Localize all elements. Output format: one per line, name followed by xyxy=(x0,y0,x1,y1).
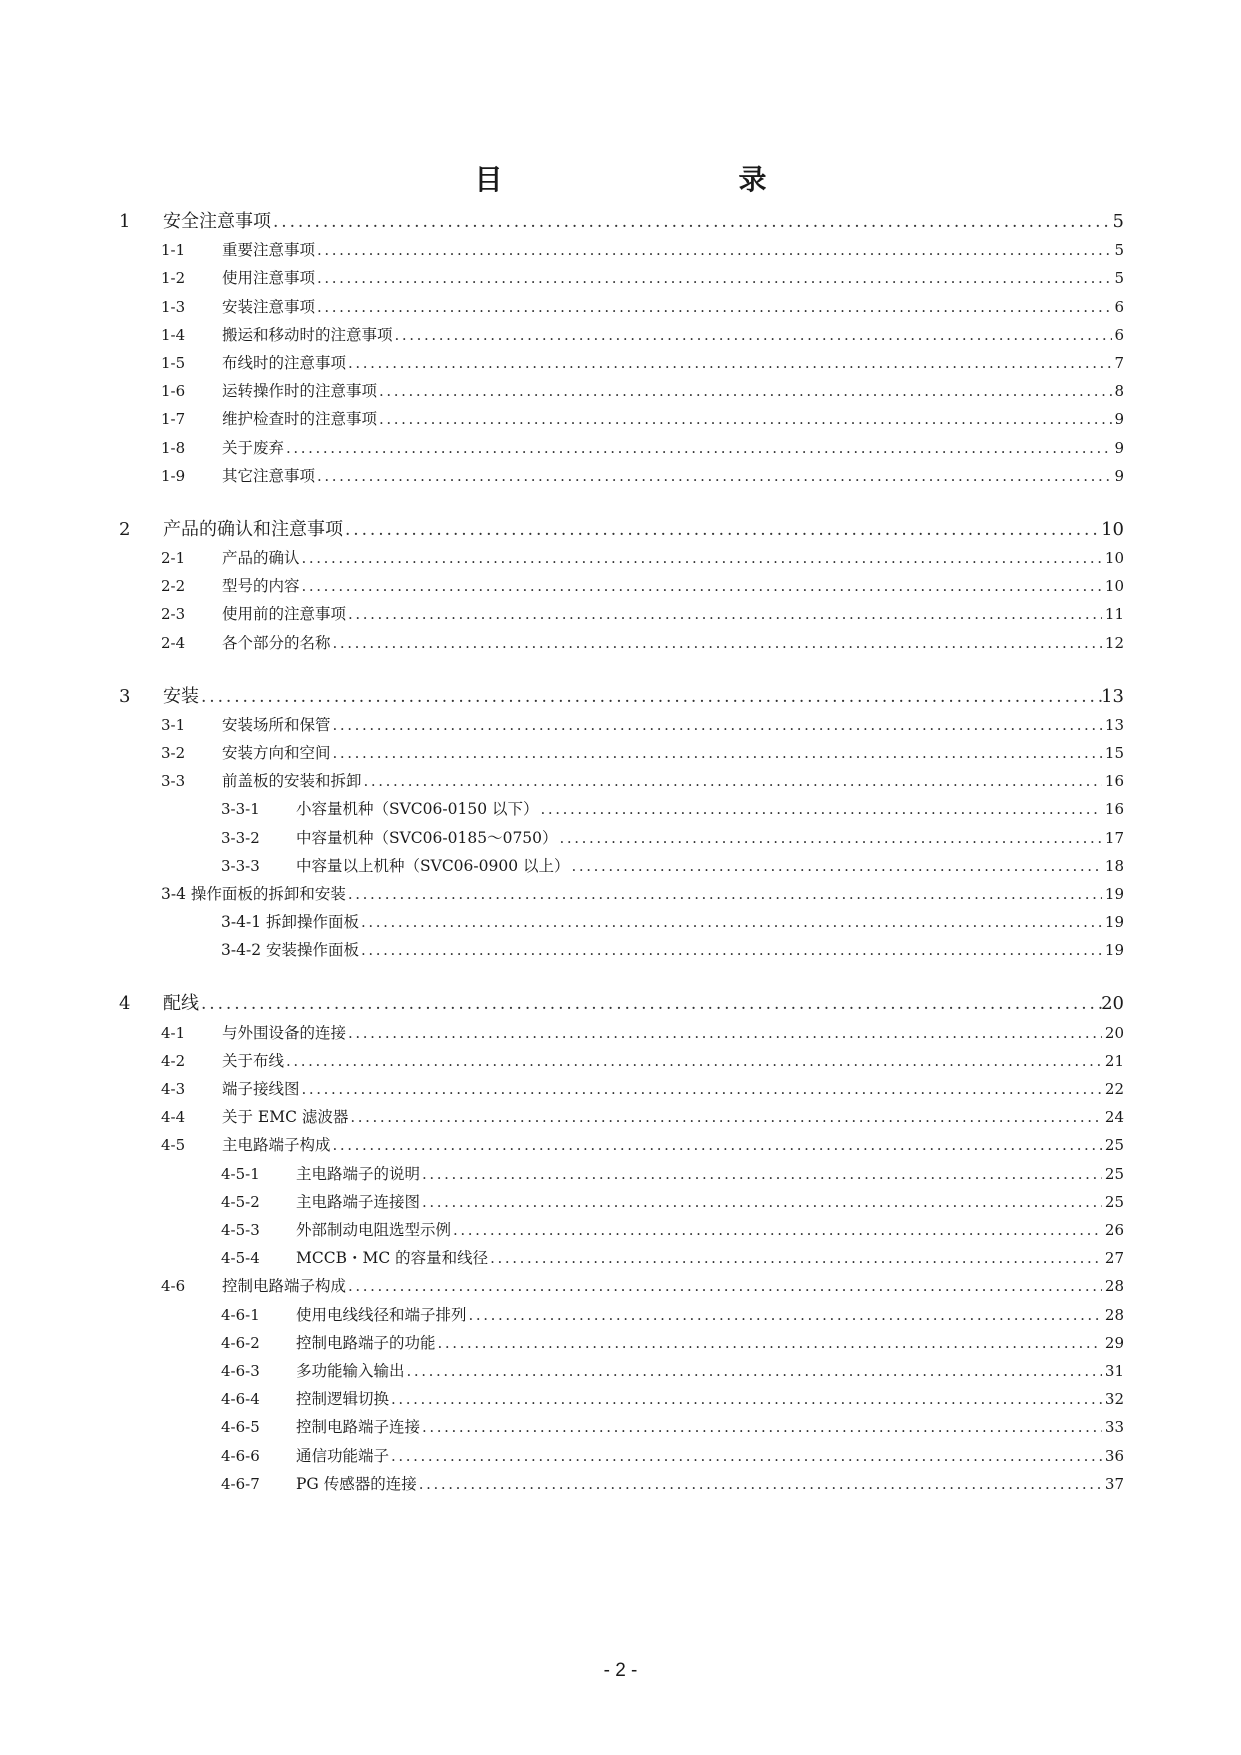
toc-chapter-row[interactable] xyxy=(0,519,1241,541)
toc-dot-leader xyxy=(348,1022,1102,1044)
toc-entry-number: 4-6-5 xyxy=(221,1418,260,1437)
toc-dot-leader xyxy=(273,211,1112,233)
toc-dot-leader xyxy=(348,883,1102,905)
toc-entry-page: 19 xyxy=(1104,913,1124,932)
toc-dot-leader xyxy=(469,1304,1102,1326)
toc-dot-leader xyxy=(302,547,1102,569)
toc-entry-row[interactable] xyxy=(0,1106,1241,1128)
toc-entry-title: 关于 EMC 滤波器 xyxy=(222,1108,349,1127)
toc-entry-number: 3-1 xyxy=(161,715,186,734)
toc-dot-leader xyxy=(286,437,1112,459)
toc-entry-page: 12 xyxy=(1104,633,1124,652)
toc-dot-leader xyxy=(395,324,1112,346)
toc-dot-leader xyxy=(317,239,1112,261)
toc-entry-page: 9 xyxy=(1114,438,1124,457)
toc-entry-page: 5 xyxy=(1112,211,1124,232)
toc-entry-page: 7 xyxy=(1114,354,1124,372)
toc-entry-row[interactable] xyxy=(0,1445,1241,1467)
toc-entry-row[interactable] xyxy=(0,1247,1241,1269)
toc-entry-row[interactable] xyxy=(0,827,1241,849)
page-number: - 2 - xyxy=(603,1660,638,1681)
toc-entry-row[interactable] xyxy=(0,380,1241,402)
toc-dot-leader xyxy=(422,1191,1102,1213)
toc-dot-leader xyxy=(201,993,1102,1015)
toc-entry-title: 关于废弃 xyxy=(222,438,285,457)
toc-dot-leader xyxy=(302,1078,1102,1100)
toc-entry-row[interactable] xyxy=(0,239,1241,261)
toc-dot-leader xyxy=(333,1134,1102,1156)
toc-entry-number: 1 xyxy=(119,211,131,232)
toc-entry-row[interactable] xyxy=(0,267,1241,289)
toc-entry-title: 小容量机种（SVC06-0150 以下） xyxy=(296,800,539,819)
toc-entry-number: 2-3 xyxy=(161,605,186,624)
toc-entry-number: 4-2 xyxy=(161,1051,186,1070)
toc-entry-page: 15 xyxy=(1104,744,1124,762)
toc-entry-row[interactable] xyxy=(0,1078,1241,1100)
toc-entry-number: 1-6 xyxy=(161,382,186,401)
toc-entry-title: 使用电线线径和端子排列 xyxy=(296,1305,467,1324)
toc-entry-page: 10 xyxy=(1104,549,1124,567)
toc-entry-page: 13 xyxy=(1104,715,1124,734)
toc-entry-number: 3-3-1 xyxy=(221,800,260,819)
toc-chapter-row[interactable] xyxy=(0,211,1241,233)
toc-entry-page: 11 xyxy=(1104,605,1124,624)
toc-entry-title: MCCB・MC 的容量和线径 xyxy=(296,1249,489,1268)
toc-entry-page: 19 xyxy=(1104,941,1124,960)
toc-entry-title: 中容量以上机种（SVC06-0900 以上） xyxy=(296,856,570,875)
toc-entry-number: 1-7 xyxy=(161,410,186,429)
toc-entry-page: 33 xyxy=(1104,1418,1124,1437)
toc-entry-number: 2-4 xyxy=(161,633,186,652)
toc-entry-page: 25 xyxy=(1104,1192,1124,1211)
toc-entry-title: 主电路端子构成 xyxy=(222,1136,331,1155)
toc-entry-number: 3-3-2 xyxy=(221,828,260,847)
toc-dot-leader xyxy=(348,603,1102,625)
toc-entry-page: 21 xyxy=(1104,1051,1124,1070)
toc-entry-number: 1-3 xyxy=(161,297,186,316)
toc-entry-row[interactable] xyxy=(0,296,1241,318)
toc-entry-row[interactable] xyxy=(0,575,1241,597)
toc-entry-number: 4-4 xyxy=(161,1108,186,1127)
toc-entry-title: 前盖板的安装和拆卸 xyxy=(222,772,362,791)
toc-entry-number: 1-5 xyxy=(161,354,186,372)
toc-entry-number: 3-3 xyxy=(161,772,186,791)
toc-dot-leader xyxy=(422,1416,1102,1438)
toc-dot-leader xyxy=(317,267,1112,289)
toc-dot-leader xyxy=(560,827,1102,849)
toc-dot-leader xyxy=(364,770,1102,792)
toc-entry-page: 9 xyxy=(1114,466,1124,485)
toc-entry-number: 4-5 xyxy=(161,1136,186,1155)
toc-entry-title: 3-4-2 安装操作面板 xyxy=(221,941,359,960)
toc-entry-page: 19 xyxy=(1104,885,1124,903)
toc-entry-page: 22 xyxy=(1104,1080,1124,1098)
toc-entry-title: 安装方向和空间 xyxy=(222,744,331,762)
toc-entry-page: 5 xyxy=(1114,241,1124,260)
toc-entry-row[interactable] xyxy=(0,1416,1241,1438)
toc-entry-page: 8 xyxy=(1114,382,1124,401)
toc-dot-leader xyxy=(379,380,1112,402)
toc-entry-row[interactable] xyxy=(0,742,1241,764)
toc-entry-row[interactable] xyxy=(0,1134,1241,1156)
toc-entry-number: 3-3-3 xyxy=(221,856,260,875)
toc-entry-title: 使用前的注意事项 xyxy=(222,605,347,624)
toc-chapter-row[interactable] xyxy=(0,993,1241,1015)
toc-entry-title: 布线时的注意事项 xyxy=(222,354,347,372)
toc-dot-leader xyxy=(422,1163,1102,1185)
toc-dot-leader xyxy=(286,1050,1102,1072)
toc-entry-title: 主电路端子的说明 xyxy=(296,1164,421,1183)
toc-entry-page: 6 xyxy=(1114,325,1124,344)
toc-entry-page: 36 xyxy=(1104,1446,1124,1465)
toc-entry-row[interactable] xyxy=(0,465,1241,487)
toc-entry-title: 产品的确认和注意事项 xyxy=(163,518,343,540)
toc-entry-title: 多功能输入输出 xyxy=(296,1362,405,1380)
toc-entry-number: 3 xyxy=(119,685,131,707)
toc-entry-number: 2 xyxy=(119,518,131,540)
toc-entry-title: 关于布线 xyxy=(222,1051,285,1070)
toc-entry-row[interactable] xyxy=(0,1473,1241,1495)
toc-dot-leader xyxy=(345,519,1102,541)
toc-entry-title: 3-4-1 拆卸操作面板 xyxy=(221,913,359,932)
toc-entry-number: 4-5-1 xyxy=(221,1164,260,1183)
toc-dot-leader xyxy=(201,686,1102,708)
toc-entry-title: 安装场所和保管 xyxy=(222,715,331,734)
toc-entry-number: 2-1 xyxy=(161,549,186,567)
toc-dot-leader xyxy=(317,296,1112,318)
toc-entry-page: 32 xyxy=(1104,1390,1124,1409)
toc-entry-row[interactable] xyxy=(0,1050,1241,1072)
toc-entry-row[interactable] xyxy=(0,437,1241,459)
toc-entry-page: 28 xyxy=(1104,1305,1124,1324)
toc-entry-title: 运转操作时的注意事项 xyxy=(222,382,378,401)
toc-entry-row[interactable] xyxy=(0,408,1241,430)
toc-dot-leader xyxy=(361,939,1102,961)
toc-entry-title: 外部制动电阻选型示例 xyxy=(296,1221,452,1239)
toc-entry-title: 中容量机种（SVC06-0185～0750） xyxy=(296,828,558,847)
toc-entry-page: 17 xyxy=(1104,828,1124,847)
toc-entry-title: 各个部分的名称 xyxy=(222,633,331,652)
toc-entry-row[interactable] xyxy=(0,1163,1241,1185)
toc-entry-number: 4 xyxy=(119,993,131,1015)
toc-entry-page: 20 xyxy=(1104,1023,1124,1042)
toc-entry-title: 搬运和移动时的注意事项 xyxy=(222,325,393,344)
toc-entry-page: 27 xyxy=(1104,1249,1124,1268)
toc-entry-title: 通信功能端子 xyxy=(296,1446,390,1465)
toc-entry-number: 4-6-1 xyxy=(221,1305,260,1324)
toc-entry-title: 控制电路端子构成 xyxy=(222,1277,347,1296)
toc-entry-title: PG 传感器的连接 xyxy=(296,1474,417,1493)
toc-dot-leader xyxy=(333,742,1102,764)
toc-dot-leader xyxy=(348,352,1112,374)
toc-entry-number: 4-5-4 xyxy=(221,1249,260,1268)
toc-entry-row[interactable] xyxy=(0,1388,1241,1410)
toc-entry-title: 3-4 操作面板的拆卸和安装 xyxy=(161,885,346,903)
page-title: 目 录 xyxy=(474,163,827,196)
toc-entry-page: 5 xyxy=(1114,269,1124,288)
toc-dot-leader xyxy=(572,855,1102,877)
toc-entry-title: 型号的内容 xyxy=(222,577,300,596)
toc-entry-page: 26 xyxy=(1104,1221,1124,1239)
toc-entry-page: 20 xyxy=(1101,993,1124,1015)
toc-entry-title: 使用注意事项 xyxy=(222,269,316,288)
toc-entry-page: 37 xyxy=(1104,1474,1124,1493)
toc-entry-title: 控制电路端子的功能 xyxy=(296,1333,436,1352)
toc-entry-number: 1-8 xyxy=(161,438,186,457)
toc-entry-title: 主电路端子连接图 xyxy=(296,1192,421,1211)
toc-dot-leader xyxy=(361,911,1102,933)
toc-entry-page: 25 xyxy=(1104,1164,1124,1183)
toc-entry-page: 25 xyxy=(1104,1136,1124,1155)
toc-entry-number: 4-5-2 xyxy=(221,1192,260,1211)
toc-entry-number: 4-3 xyxy=(161,1080,186,1098)
toc-entry-title: 与外围设备的连接 xyxy=(222,1023,347,1042)
toc-dot-leader xyxy=(350,1106,1102,1128)
toc-entry-row[interactable] xyxy=(0,1332,1241,1354)
toc-dot-leader xyxy=(419,1473,1102,1495)
toc-dot-leader xyxy=(379,408,1112,430)
toc-entry-row[interactable] xyxy=(0,798,1241,820)
toc-entry-number: 4-6-3 xyxy=(221,1362,260,1380)
toc-entry-number: 4-1 xyxy=(161,1023,186,1042)
toc-entry-number: 1-9 xyxy=(161,466,186,485)
toc-entry-number: 1-2 xyxy=(161,269,186,288)
toc-entry-page: 31 xyxy=(1104,1362,1124,1380)
toc-entry-page: 18 xyxy=(1104,856,1124,875)
toc-entry-number: 2-2 xyxy=(161,577,186,596)
toc-entry-page: 16 xyxy=(1104,800,1124,819)
toc-entry-page: 13 xyxy=(1101,685,1124,707)
toc-entry-row[interactable] xyxy=(0,911,1241,933)
toc-entry-row[interactable] xyxy=(0,324,1241,346)
toc-entry-row[interactable] xyxy=(0,1304,1241,1326)
toc-entry-title: 配线 xyxy=(163,993,199,1015)
toc-entry-row[interactable] xyxy=(0,1360,1241,1382)
toc-entry-number: 4-6-4 xyxy=(221,1390,260,1409)
toc-entry-row[interactable] xyxy=(0,714,1241,736)
toc-entry-page: 29 xyxy=(1104,1333,1124,1352)
toc-dot-leader xyxy=(333,632,1102,654)
toc-entry-row[interactable] xyxy=(0,632,1241,654)
toc-dot-leader xyxy=(317,465,1112,487)
toc-entry-row[interactable] xyxy=(0,1191,1241,1213)
toc-entry-title: 端子接线图 xyxy=(222,1080,300,1098)
toc-dot-leader xyxy=(348,1275,1102,1297)
toc-entry-page: 16 xyxy=(1104,772,1124,791)
toc-dot-leader xyxy=(407,1360,1102,1382)
toc-entry-number: 4-6-7 xyxy=(221,1474,260,1493)
toc-dot-leader xyxy=(490,1247,1102,1269)
toc-entry-row[interactable] xyxy=(0,352,1241,374)
toc-entry-row[interactable] xyxy=(0,770,1241,792)
toc-dot-leader xyxy=(541,798,1102,820)
toc-entry-title: 重要注意事项 xyxy=(222,241,316,260)
toc-entry-page: 6 xyxy=(1114,297,1124,316)
toc-entry-row[interactable] xyxy=(0,1275,1241,1297)
toc-entry-title: 安全注意事项 xyxy=(163,211,271,232)
toc-entry-row[interactable] xyxy=(0,855,1241,877)
toc-entry-row[interactable] xyxy=(0,883,1241,905)
toc-entry-row[interactable] xyxy=(0,1022,1241,1044)
toc-entry-page: 28 xyxy=(1104,1277,1124,1296)
toc-entry-page: 10 xyxy=(1104,577,1124,596)
toc-entry-title: 安装 xyxy=(163,685,199,707)
toc-entry-page: 10 xyxy=(1101,518,1124,540)
toc-entry-number: 4-5-3 xyxy=(221,1221,260,1239)
toc-dot-leader xyxy=(391,1445,1102,1467)
toc-entry-title: 维护检查时的注意事项 xyxy=(222,410,378,429)
toc-entry-row[interactable] xyxy=(0,547,1241,569)
toc-entry-row[interactable] xyxy=(0,939,1241,961)
toc-entry-page: 9 xyxy=(1114,410,1124,429)
toc-entry-number: 1-1 xyxy=(161,241,186,260)
toc-entry-number: 1-4 xyxy=(161,325,186,344)
toc-entry-title: 控制逻辑切换 xyxy=(296,1390,390,1409)
toc-entry-page: 24 xyxy=(1104,1108,1124,1127)
toc-dot-leader xyxy=(333,714,1102,736)
toc-entry-title: 产品的确认 xyxy=(222,549,300,567)
toc-entry-number: 4-6-6 xyxy=(221,1446,260,1465)
toc-dot-leader xyxy=(391,1388,1102,1410)
toc-entry-row[interactable] xyxy=(0,1219,1241,1241)
toc-entry-number: 4-6-2 xyxy=(221,1333,260,1352)
toc-dot-leader xyxy=(302,575,1102,597)
toc-chapter-row[interactable] xyxy=(0,686,1241,708)
toc-dot-leader xyxy=(438,1332,1102,1354)
toc-entry-title: 安装注意事项 xyxy=(222,297,316,316)
toc-entry-title: 控制电路端子连接 xyxy=(296,1418,421,1437)
toc-dot-leader xyxy=(453,1219,1102,1241)
toc-entry-number: 4-6 xyxy=(161,1277,186,1296)
toc-entry-number: 3-2 xyxy=(161,744,186,762)
toc-entry-row[interactable] xyxy=(0,603,1241,625)
toc-entry-title: 其它注意事项 xyxy=(222,466,316,485)
